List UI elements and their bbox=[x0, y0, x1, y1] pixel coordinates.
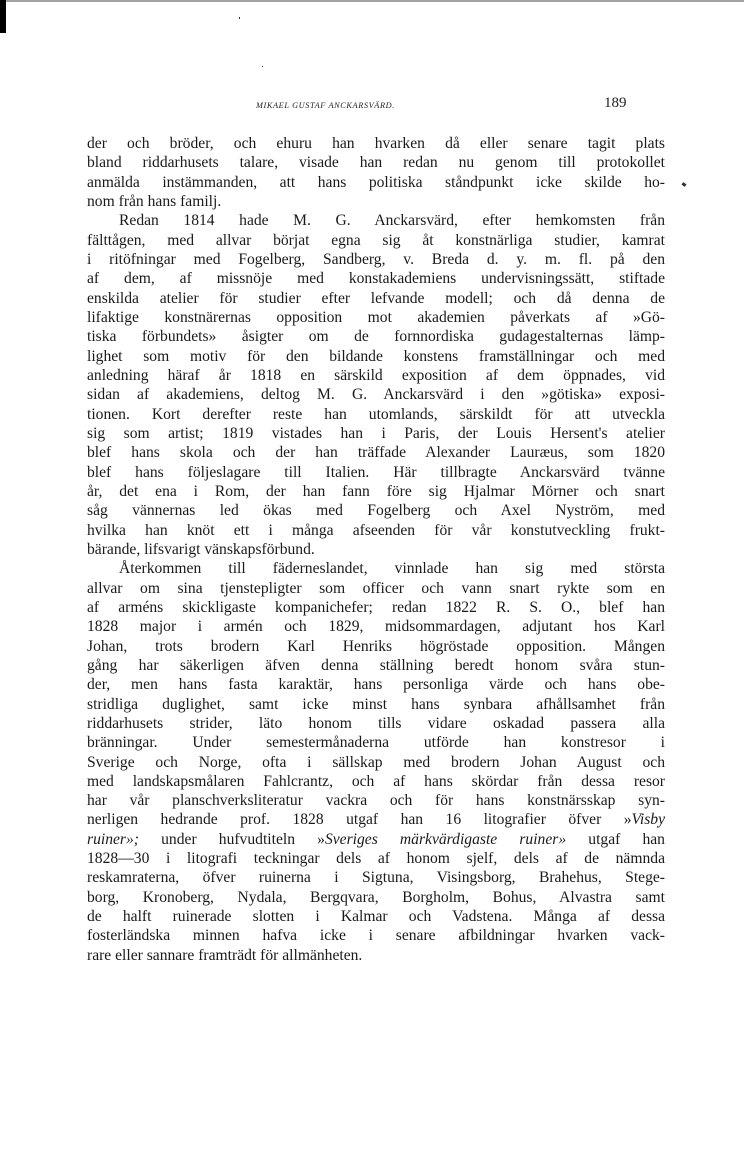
text-line: Sverige och Norge, ofta i sällskap med brodern Johan August och bbox=[87, 753, 665, 771]
text-line: bränningar. Under semestermånaderna utförde han konstresor i bbox=[87, 734, 665, 752]
text-line: rare eller sannare framträdt för allmänheten. bbox=[87, 946, 363, 964]
text-line-visby bbox=[87, 810, 665, 829]
text-line: Återkommen till fäderneslandet, vinnlade han sig med största bbox=[119, 560, 665, 578]
text-line: anledning häraf år 1818 en särskild exposition af dem öppnades, vid bbox=[87, 366, 665, 384]
text-line: enskilda atelier för studier efter lefvande modell; och då denna de bbox=[87, 289, 665, 307]
scan-speck bbox=[239, 17, 240, 19]
text-line: sidan af akademiens, deltog M. G. Anckarsvärd i den »götiska» exposi- bbox=[87, 386, 665, 404]
text-line: de halft ruinerade slotten i Kalmar och Vadstena. Många af dessa bbox=[87, 908, 665, 926]
text-line: blef hans skola och der han träffade Alexander Lauræus, som 1820 bbox=[87, 444, 665, 462]
text-line: nom från hans familj. bbox=[87, 192, 222, 210]
body-text bbox=[87, 134, 665, 965]
text-line: i ritöfningar med Fogelberg, Sandberg, v. Breda d. y. m. fl. på den bbox=[87, 250, 665, 268]
text-line: bland riddarhusets talare, visade han redan nu genom till protokollet bbox=[87, 154, 665, 172]
text-line: såg vännernas led ökas med Fogelberg och Axel Nyström, med bbox=[87, 502, 665, 520]
text-line: fosterländska minnen hafva icke i senare afbildningar hvarken vack- bbox=[87, 927, 665, 945]
text-line: der, men hans fasta karaktär, hans personliga värde och hans obe- bbox=[87, 676, 665, 694]
text-line: lifaktige konstnärernas opposition mot akademien påverkats af »Gö- bbox=[87, 308, 665, 326]
text-line: allvar om sina tjenstepligter som officer och vann snart rykte som en bbox=[87, 579, 665, 597]
text-run: under hufvudtiteln » bbox=[138, 830, 325, 848]
italic-title: Visby bbox=[631, 811, 665, 829]
text-line: 1828 major i armén och 1829, midsommardagen, adjutant hos Karl bbox=[87, 618, 665, 636]
text-line: hvilka han knöt ett i många afseenden för vår konstutveckling frukt- bbox=[87, 521, 665, 539]
text-line: sig som artist; 1819 vistades han i Paris, der Louis Hersent's atelier bbox=[87, 424, 665, 442]
text-line: år, det ena i Rom, der han fann före sig Hjalmar Mörner och snart bbox=[87, 482, 665, 500]
text-line: 1828—30 i litografi teckningar dels af honom sjelf, dels af de nämnda bbox=[87, 850, 665, 868]
text-line: Redan 1814 hade M. G. Anckarsvärd, efter hemkomsten från bbox=[119, 212, 665, 230]
scan-edge-left bbox=[0, 0, 6, 33]
text-line: af arméns skickligaste kompanichefer; redan 1822 R. S. O., blef han bbox=[87, 598, 665, 616]
paragraph bbox=[87, 134, 665, 211]
scan-speck bbox=[262, 66, 263, 67]
text-line: bärande, lifsvarigt vänskapsförbund. bbox=[87, 540, 315, 558]
text-line: tiska förbundets» åsigter om de fornnordiska gudagestalternas lämp- bbox=[87, 328, 665, 346]
text-line: lighet som motiv för den bildande konstens framställningar och med bbox=[87, 347, 665, 365]
text-line: blef hans följeslagare till Italien. Här tillbragte Anckarsvärd tvänne bbox=[87, 463, 665, 481]
text-line: riddarhusets strider, läto honom tills vidare oskadad passera alla bbox=[87, 714, 665, 732]
scan-speck bbox=[682, 182, 687, 187]
text-line: af dem, af missnöje med konstakademiens undervisningssätt, stiftade bbox=[87, 270, 665, 288]
text-line: borg, Kronoberg, Nydala, Bergqvara, Borgholm, Bohus, Alvastra samt bbox=[87, 888, 665, 906]
text-line: med landskapsmålaren Fahlcrantz, och af hans skördar från dessa resor bbox=[87, 772, 665, 790]
text-line: anmälda instämmanden, att hans politiska ståndpunkt icke skilde ho- bbox=[87, 173, 665, 191]
scan-edge-top bbox=[0, 0, 744, 2]
text-run: nerligen hedrande prof. 1828 utgaf han 16 litografier öfver » bbox=[87, 811, 632, 829]
text-line: gång har säkerligen äfven denna ställning beredt honom svåra stun- bbox=[87, 656, 665, 674]
text-line: har vår planschverksliteratur vackra och för hans konstnärsskap syn- bbox=[87, 792, 665, 810]
page-number: 189 bbox=[604, 95, 627, 111]
text-line: fälttågen, med allvar börjat egna sig åt konstnärliga studier, kamrat bbox=[87, 231, 665, 249]
running-head: MIKAEL GUSTAF ANCKARSVÄRD. bbox=[256, 101, 395, 110]
paragraph bbox=[87, 211, 665, 559]
italic-title: ruiner»; bbox=[87, 830, 139, 848]
text-line: stridliga duglighet, samt icke minst hans synbara afhållsamhet från bbox=[87, 695, 665, 713]
paragraph bbox=[87, 559, 665, 965]
text-line-ruiner bbox=[87, 830, 665, 849]
italic-title: Sveriges märkvärdigaste ruiner» bbox=[324, 830, 567, 848]
text-line: tionen. Kort derefter reste han utomlands, särskildt för att utveckla bbox=[87, 405, 665, 423]
text-line: reskamraterna, öfver ruinerna i Sigtuna, Visingsborg, Brahehus, Stege- bbox=[87, 869, 665, 887]
text-line: der och bröder, och ehuru han hvarken då eller senare tagit plats bbox=[87, 135, 665, 152]
text-run: utgaf han bbox=[566, 830, 665, 848]
text-line: Johan, trots brodern Karl Henriks högröstade opposition. Mången bbox=[87, 637, 665, 655]
